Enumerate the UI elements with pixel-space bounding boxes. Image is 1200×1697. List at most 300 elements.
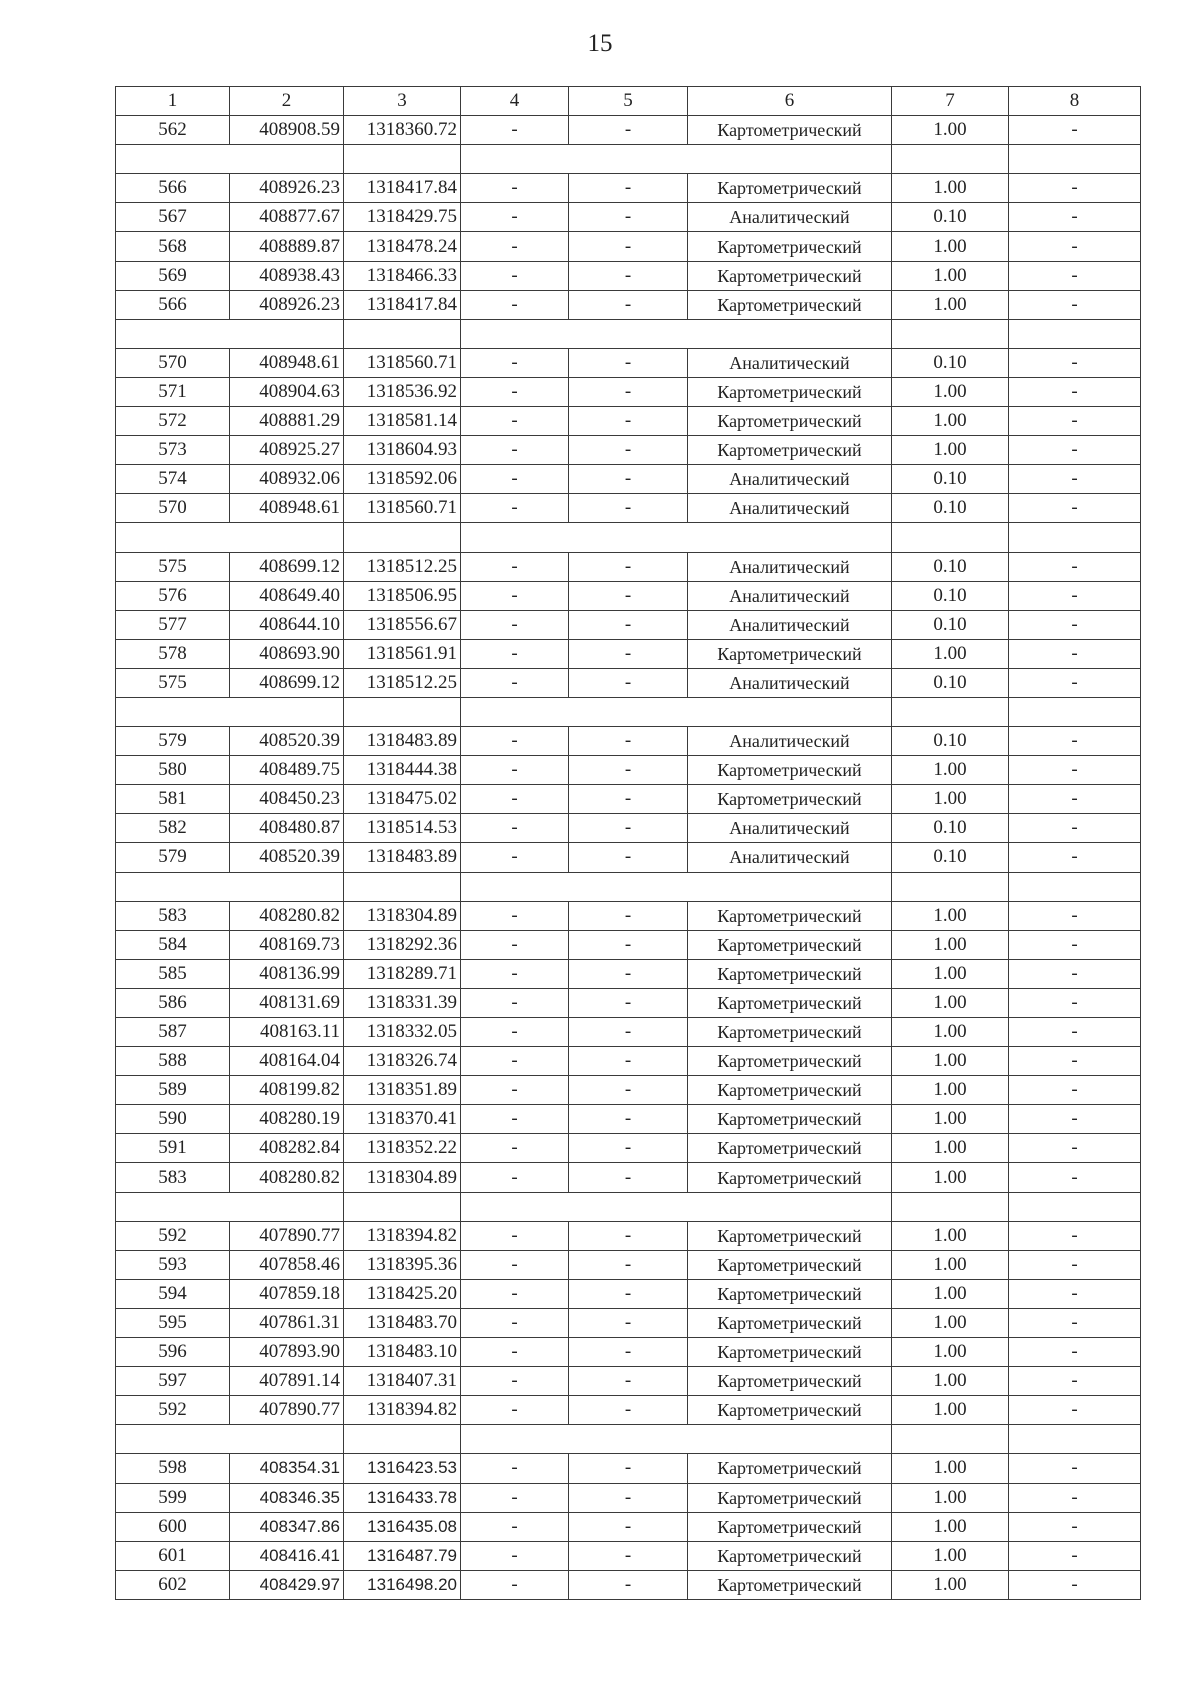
table-cell: 570	[116, 494, 230, 523]
table-cell: 1.00	[892, 1250, 1009, 1279]
table-cell: 408199.82	[230, 1076, 344, 1105]
table-cell: -	[461, 436, 569, 465]
table-cell: 1.00	[892, 1483, 1009, 1512]
separator-row	[116, 697, 1141, 726]
table-cell: 408346.35	[230, 1483, 344, 1512]
table-cell: 579	[116, 727, 230, 756]
table-cell: 0.10	[892, 814, 1009, 843]
table-cell: 408280.19	[230, 1105, 344, 1134]
table-cell: -	[461, 727, 569, 756]
table-cell: Картометрический	[688, 1134, 892, 1163]
table-cell: 407890.77	[230, 1221, 344, 1250]
table-cell: 408520.39	[230, 843, 344, 872]
empty-cell	[230, 1192, 344, 1221]
table-cell: 1318506.95	[344, 581, 461, 610]
table-cell: 407858.46	[230, 1250, 344, 1279]
table-cell: -	[1009, 348, 1141, 377]
table-cell: -	[569, 1076, 688, 1105]
table-cell: -	[569, 1250, 688, 1279]
table-cell: 0.10	[892, 348, 1009, 377]
table-row	[116, 610, 1141, 639]
table-cell: 408280.82	[230, 901, 344, 930]
table-cell: Аналитический	[688, 814, 892, 843]
table-cell: -	[461, 959, 569, 988]
table-cell: 408699.12	[230, 552, 344, 581]
table-cell: 1318304.89	[344, 1163, 461, 1192]
table-cell: 1.00	[892, 1570, 1009, 1599]
table-cell: Картометрический	[688, 116, 892, 145]
table-cell: 408889.87	[230, 232, 344, 261]
table-cell: 1.00	[892, 1076, 1009, 1105]
empty-cell	[116, 145, 230, 174]
table-cell: 1.00	[892, 1163, 1009, 1192]
table-cell: -	[461, 581, 569, 610]
table-cell: -	[461, 407, 569, 436]
table-cell: -	[569, 348, 688, 377]
table-cell: -	[461, 1105, 569, 1134]
table-cell: 575	[116, 552, 230, 581]
empty-cell	[344, 145, 461, 174]
empty-cell	[461, 523, 569, 552]
table-cell: 588	[116, 1047, 230, 1076]
table-cell: -	[1009, 174, 1141, 203]
table-cell: -	[461, 988, 569, 1017]
table-cell: -	[461, 1134, 569, 1163]
table-cell: -	[569, 261, 688, 290]
table-cell: 408699.12	[230, 668, 344, 697]
table-cell: -	[1009, 610, 1141, 639]
table-cell: 1316487.79	[344, 1541, 461, 1570]
table-cell: 580	[116, 756, 230, 785]
table-row	[116, 1454, 1141, 1483]
header-cell: 8	[1009, 87, 1141, 116]
table-cell: 589	[116, 1076, 230, 1105]
table-cell: Картометрический	[688, 901, 892, 930]
table-cell: Картометрический	[688, 1396, 892, 1425]
table-cell: 571	[116, 377, 230, 406]
table-row	[116, 1279, 1141, 1308]
table-cell: 597	[116, 1367, 230, 1396]
table-cell: 577	[116, 610, 230, 639]
table-cell: 407861.31	[230, 1308, 344, 1337]
table-cell: Картометрический	[688, 1570, 892, 1599]
table-cell: -	[1009, 1483, 1141, 1512]
empty-cell	[569, 145, 688, 174]
table-cell: -	[569, 1279, 688, 1308]
table-cell: 1318536.92	[344, 377, 461, 406]
table-cell: -	[1009, 232, 1141, 261]
table-cell: -	[1009, 1250, 1141, 1279]
table-cell: 573	[116, 436, 230, 465]
table-cell: 583	[116, 901, 230, 930]
table-cell: 1318466.33	[344, 261, 461, 290]
table-cell: -	[461, 1279, 569, 1308]
table-cell: -	[1009, 1308, 1141, 1337]
empty-cell	[230, 1425, 344, 1454]
table-cell: -	[461, 1541, 569, 1570]
separator-row	[116, 319, 1141, 348]
table-cell: -	[1009, 1076, 1141, 1105]
table-cell: -	[569, 1047, 688, 1076]
table-cell: Аналитический	[688, 843, 892, 872]
table-cell: 1318514.53	[344, 814, 461, 843]
table-cell: 408904.63	[230, 377, 344, 406]
table-cell: -	[1009, 1338, 1141, 1367]
empty-cell	[344, 697, 461, 726]
table-cell: -	[1009, 261, 1141, 290]
table-cell: -	[569, 290, 688, 319]
table-cell: Аналитический	[688, 494, 892, 523]
table-cell: -	[1009, 1018, 1141, 1047]
empty-cell	[344, 1425, 461, 1454]
empty-cell	[230, 523, 344, 552]
table-cell: 408347.86	[230, 1512, 344, 1541]
table-row	[116, 988, 1141, 1017]
table-cell: 408520.39	[230, 727, 344, 756]
table-cell: -	[461, 290, 569, 319]
table-cell: 1318561.91	[344, 639, 461, 668]
table-row	[116, 1367, 1141, 1396]
table-cell: -	[1009, 552, 1141, 581]
table-row	[116, 668, 1141, 697]
table-cell: 1.00	[892, 1221, 1009, 1250]
table-cell: -	[461, 1570, 569, 1599]
table-cell: 0.10	[892, 727, 1009, 756]
table-cell: 1.00	[892, 1018, 1009, 1047]
table-cell: -	[461, 756, 569, 785]
table-cell: Картометрический	[688, 1018, 892, 1047]
table-row	[116, 377, 1141, 406]
table-row	[116, 901, 1141, 930]
table-cell: 1318483.10	[344, 1338, 461, 1367]
table-row	[116, 843, 1141, 872]
table-cell: -	[1009, 668, 1141, 697]
table-cell: 1318444.38	[344, 756, 461, 785]
table-cell: 1.00	[892, 1308, 1009, 1337]
table-row	[116, 232, 1141, 261]
table-cell: -	[1009, 988, 1141, 1017]
table-cell: 407891.14	[230, 1367, 344, 1396]
table-cell: Картометрический	[688, 785, 892, 814]
table-cell: 593	[116, 1250, 230, 1279]
table-cell: Картометрический	[688, 639, 892, 668]
table-cell: -	[461, 843, 569, 872]
table-row	[116, 959, 1141, 988]
table-cell: 408644.10	[230, 610, 344, 639]
empty-cell	[688, 319, 892, 348]
empty-cell	[1009, 145, 1141, 174]
table-cell: 408932.06	[230, 465, 344, 494]
table-cell: -	[569, 814, 688, 843]
header-cell: 4	[461, 87, 569, 116]
table-cell: 1.00	[892, 436, 1009, 465]
table-cell: 408164.04	[230, 1047, 344, 1076]
table-cell: -	[1009, 1454, 1141, 1483]
table-cell: 1318425.20	[344, 1279, 461, 1308]
table-cell: Картометрический	[688, 407, 892, 436]
table-cell: Картометрический	[688, 1367, 892, 1396]
table-cell: 1318560.71	[344, 494, 461, 523]
table-cell: -	[461, 203, 569, 232]
table-cell: 1318512.25	[344, 668, 461, 697]
table-cell: -	[569, 494, 688, 523]
table-cell: Картометрический	[688, 1541, 892, 1570]
table-cell: 408354.31	[230, 1454, 344, 1483]
table-cell: 407890.77	[230, 1396, 344, 1425]
empty-cell	[344, 1192, 461, 1221]
table-cell: 1.00	[892, 1396, 1009, 1425]
table-cell: Картометрический	[688, 756, 892, 785]
table-cell: 579	[116, 843, 230, 872]
table-cell: -	[569, 1134, 688, 1163]
table-cell: -	[461, 494, 569, 523]
coordinates-table	[115, 86, 1141, 1600]
table-row	[116, 1570, 1141, 1599]
table-cell: 1316498.20	[344, 1570, 461, 1599]
table-cell: -	[569, 407, 688, 436]
table-cell: -	[1009, 494, 1141, 523]
table-cell: -	[1009, 1279, 1141, 1308]
table-cell: 1318326.74	[344, 1047, 461, 1076]
table-row	[116, 407, 1141, 436]
table-cell: 0.10	[892, 668, 1009, 697]
empty-cell	[1009, 523, 1141, 552]
table-cell: 1.00	[892, 1279, 1009, 1308]
table-cell: -	[1009, 465, 1141, 494]
header-cell: 6	[688, 87, 892, 116]
separator-row	[116, 145, 1141, 174]
table-cell: 0.10	[892, 610, 1009, 639]
header-cell: 5	[569, 87, 688, 116]
table-row	[116, 1163, 1141, 1192]
table-cell: -	[1009, 901, 1141, 930]
table-cell: -	[569, 1221, 688, 1250]
table-cell: 596	[116, 1338, 230, 1367]
empty-cell	[230, 319, 344, 348]
table-cell: Картометрический	[688, 1047, 892, 1076]
table-cell: 1318478.24	[344, 232, 461, 261]
header-cell: 1	[116, 87, 230, 116]
empty-cell	[688, 1192, 892, 1221]
table-cell: 601	[116, 1541, 230, 1570]
table-row	[116, 552, 1141, 581]
empty-cell	[892, 1192, 1009, 1221]
table-cell: Аналитический	[688, 610, 892, 639]
table-cell: 408169.73	[230, 930, 344, 959]
table-row	[116, 1541, 1141, 1570]
table-cell: 1.00	[892, 1454, 1009, 1483]
table-row	[116, 116, 1141, 145]
empty-cell	[1009, 872, 1141, 901]
table-cell: -	[461, 610, 569, 639]
empty-cell	[116, 872, 230, 901]
table-cell: 566	[116, 174, 230, 203]
table-cell: 1.00	[892, 959, 1009, 988]
table-cell: 408938.43	[230, 261, 344, 290]
table-cell: 408416.41	[230, 1541, 344, 1570]
table-row	[116, 727, 1141, 756]
table-cell: 408926.23	[230, 174, 344, 203]
table-cell: 408908.59	[230, 116, 344, 145]
table-cell: 1.00	[892, 1105, 1009, 1134]
table-cell: 1.00	[892, 756, 1009, 785]
table-cell: -	[569, 1570, 688, 1599]
table-cell: 568	[116, 232, 230, 261]
table-cell: Аналитический	[688, 203, 892, 232]
table-row	[116, 785, 1141, 814]
empty-cell	[461, 319, 569, 348]
table-row	[116, 465, 1141, 494]
table-cell: -	[569, 930, 688, 959]
table-cell: Картометрический	[688, 261, 892, 290]
empty-cell	[569, 1425, 688, 1454]
table-cell: -	[1009, 436, 1141, 465]
table-row	[116, 1396, 1141, 1425]
separator-row	[116, 523, 1141, 552]
table-cell: 408282.84	[230, 1134, 344, 1163]
table-cell: -	[461, 901, 569, 930]
table-cell: 1318370.41	[344, 1105, 461, 1134]
table-cell: Аналитический	[688, 581, 892, 610]
table-row	[116, 1076, 1141, 1105]
table-cell: -	[1009, 756, 1141, 785]
table-cell: 1.00	[892, 988, 1009, 1017]
table-cell: Картометрический	[688, 1221, 892, 1250]
table-cell: Картометрический	[688, 290, 892, 319]
table-cell: -	[569, 232, 688, 261]
table-cell: -	[1009, 1396, 1141, 1425]
separator-row	[116, 1192, 1141, 1221]
table-cell: -	[461, 668, 569, 697]
table-cell: -	[1009, 1541, 1141, 1570]
empty-cell	[688, 872, 892, 901]
table-cell: -	[461, 174, 569, 203]
table-cell: -	[461, 1308, 569, 1337]
table-cell: 1.00	[892, 377, 1009, 406]
table-cell: 1.00	[892, 1338, 1009, 1367]
table-row	[116, 261, 1141, 290]
table-cell: -	[569, 465, 688, 494]
table-cell: 1.00	[892, 232, 1009, 261]
table-cell: Картометрический	[688, 377, 892, 406]
table-row	[116, 436, 1141, 465]
table-cell: 585	[116, 959, 230, 988]
table-cell: -	[569, 1308, 688, 1337]
empty-cell	[230, 872, 344, 901]
header-cell: 2	[230, 87, 344, 116]
table-cell: 1318417.84	[344, 290, 461, 319]
table-cell: 1.00	[892, 1134, 1009, 1163]
empty-cell	[461, 145, 569, 174]
table-cell: Аналитический	[688, 668, 892, 697]
table-cell: -	[1009, 1134, 1141, 1163]
table-cell: 1318581.14	[344, 407, 461, 436]
table-cell: 602	[116, 1570, 230, 1599]
table-cell: 1318483.70	[344, 1308, 461, 1337]
table-cell: 0.10	[892, 843, 1009, 872]
table-row	[116, 1512, 1141, 1541]
table-cell: -	[1009, 377, 1141, 406]
header-row	[116, 87, 1141, 116]
table-cell: Картометрический	[688, 1279, 892, 1308]
table-cell: 408136.99	[230, 959, 344, 988]
table-cell: -	[1009, 1512, 1141, 1541]
table-cell: Картометрический	[688, 232, 892, 261]
empty-cell	[1009, 1425, 1141, 1454]
table-cell: 1318475.02	[344, 785, 461, 814]
table-cell: 408693.90	[230, 639, 344, 668]
empty-cell	[230, 697, 344, 726]
empty-cell	[688, 1425, 892, 1454]
table-cell: 1316423.53	[344, 1454, 461, 1483]
table-cell: -	[461, 1483, 569, 1512]
table-cell: -	[461, 1047, 569, 1076]
table-cell: 1.00	[892, 1047, 1009, 1076]
table-cell: -	[461, 814, 569, 843]
table-cell: 584	[116, 930, 230, 959]
table-cell: 408925.27	[230, 436, 344, 465]
table-cell: 1.00	[892, 930, 1009, 959]
empty-cell	[344, 872, 461, 901]
table-cell: 1318560.71	[344, 348, 461, 377]
table-cell: Картометрический	[688, 1250, 892, 1279]
table-row	[116, 1221, 1141, 1250]
table-cell: Картометрический	[688, 174, 892, 203]
table-row	[116, 290, 1141, 319]
table-cell: 408280.82	[230, 1163, 344, 1192]
table-cell: -	[569, 552, 688, 581]
table-cell: 407893.90	[230, 1338, 344, 1367]
empty-cell	[892, 872, 1009, 901]
table-cell: 581	[116, 785, 230, 814]
empty-cell	[1009, 1192, 1141, 1221]
table-cell: 582	[116, 814, 230, 843]
table-cell: 1318332.05	[344, 1018, 461, 1047]
table-cell: 1.00	[892, 116, 1009, 145]
empty-cell	[116, 1425, 230, 1454]
table-cell: 1318604.93	[344, 436, 461, 465]
table-row	[116, 1250, 1141, 1279]
table-cell: 0.10	[892, 581, 1009, 610]
table-cell: Картометрический	[688, 436, 892, 465]
table-cell: 591	[116, 1134, 230, 1163]
table-cell: 1318394.82	[344, 1221, 461, 1250]
table-cell: 408163.11	[230, 1018, 344, 1047]
table-cell: -	[1009, 1163, 1141, 1192]
table-cell: -	[461, 1250, 569, 1279]
table-cell: 1318289.71	[344, 959, 461, 988]
table-cell: -	[569, 1367, 688, 1396]
table-cell: 570	[116, 348, 230, 377]
table-cell: 408926.23	[230, 290, 344, 319]
table-cell: 594	[116, 1279, 230, 1308]
table-cell: 1318512.25	[344, 552, 461, 581]
table-cell: -	[461, 1367, 569, 1396]
table-cell: Картометрический	[688, 959, 892, 988]
table-cell: 598	[116, 1454, 230, 1483]
table-cell: 1318407.31	[344, 1367, 461, 1396]
table-cell: -	[1009, 1047, 1141, 1076]
table-cell: Картометрический	[688, 1105, 892, 1134]
table-cell: Картометрический	[688, 988, 892, 1017]
table-cell: Картометрический	[688, 1338, 892, 1367]
table-cell: -	[1009, 116, 1141, 145]
table-row	[116, 203, 1141, 232]
table-cell: 572	[116, 407, 230, 436]
empty-cell	[344, 523, 461, 552]
table-cell: -	[1009, 1367, 1141, 1396]
table-cell: 0.10	[892, 494, 1009, 523]
